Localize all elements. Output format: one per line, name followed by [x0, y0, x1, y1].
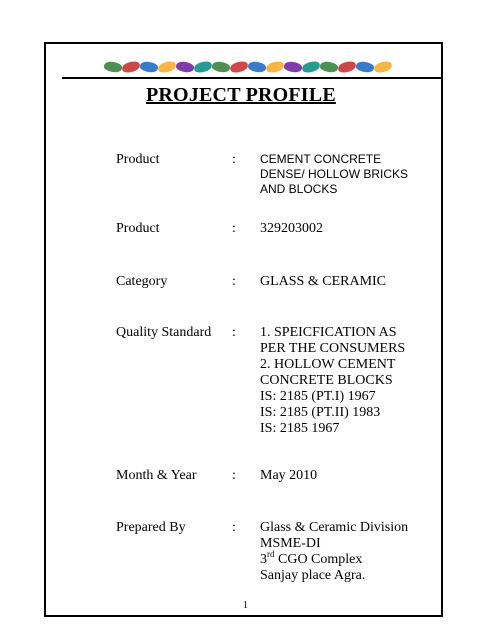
- colon: :: [232, 221, 236, 236]
- value-line: Glass & Ceramic Division: [260, 520, 409, 535]
- category-label: Category: [116, 274, 168, 289]
- ordinal-suffix: rd: [267, 549, 275, 559]
- flower-motif-icon: [319, 60, 339, 74]
- colon: :: [232, 152, 236, 167]
- prepared-by-label: Prepared By: [116, 520, 186, 535]
- flower-motif-icon: [373, 60, 393, 74]
- value-line: 1. SPEICFICATION AS: [260, 325, 397, 340]
- flower-motif-icon: [283, 60, 303, 74]
- flower-motif-icon: [157, 60, 177, 74]
- value-line: Sanjay place Agra.: [260, 568, 366, 583]
- flower-motif-icon: [355, 60, 375, 74]
- decorative-border-icon: [104, 62, 404, 76]
- address-number: 3: [260, 552, 267, 567]
- address-rest: CGO Complex: [274, 552, 363, 567]
- value-line: IS: 2185 1967: [260, 421, 340, 436]
- product-label: Product: [116, 152, 160, 167]
- colon: :: [232, 468, 236, 483]
- flower-motif-icon: [211, 60, 231, 74]
- flower-motif-icon: [193, 60, 213, 74]
- product-code-label: Product: [116, 221, 160, 236]
- month-year-label: Month & Year: [116, 468, 197, 483]
- flower-motif-icon: [121, 60, 141, 74]
- flower-motif-icon: [301, 60, 321, 74]
- quality-standard-label: Quality Standard: [116, 325, 212, 340]
- quality-standard-value: [260, 325, 440, 437]
- flower-motif-icon: [247, 60, 267, 74]
- value-line: CONCRETE BLOCKS: [260, 373, 393, 388]
- flower-motif-icon: [229, 60, 249, 74]
- colon: :: [232, 274, 236, 289]
- value-line: [260, 549, 440, 568]
- value-line: 2. HOLLOW CEMENT: [260, 357, 396, 372]
- flower-motif-icon: [103, 60, 123, 74]
- month-year-value: May 2010: [260, 468, 318, 483]
- product-value: [260, 152, 440, 197]
- page-number: 1: [243, 600, 248, 611]
- value-line: CEMENT CONCRETE: [260, 152, 382, 166]
- page-title: PROJECT PROFILE: [146, 84, 336, 106]
- product-code-value: 329203002: [260, 221, 323, 236]
- value-line: MSME-DI: [260, 536, 321, 551]
- value-line: IS: 2185 (PT.I) 1967: [260, 389, 376, 404]
- value-line: IS: 2185 (PT.II) 1983: [260, 405, 381, 420]
- value-line: PER THE CONSUMERS: [260, 341, 406, 356]
- flower-motif-icon: [175, 60, 195, 74]
- colon: :: [232, 325, 236, 340]
- flower-motif-icon: [337, 60, 357, 74]
- prepared-by-value: [260, 520, 440, 584]
- flower-motif-icon: [265, 60, 285, 74]
- category-value: GLASS & CERAMIC: [260, 274, 387, 289]
- value-line: AND BLOCKS: [260, 182, 338, 196]
- colon: :: [232, 520, 236, 535]
- value-line: DENSE/ HOLLOW BRICKS: [260, 167, 409, 181]
- header-rule: [62, 77, 442, 79]
- flower-motif-icon: [139, 60, 159, 74]
